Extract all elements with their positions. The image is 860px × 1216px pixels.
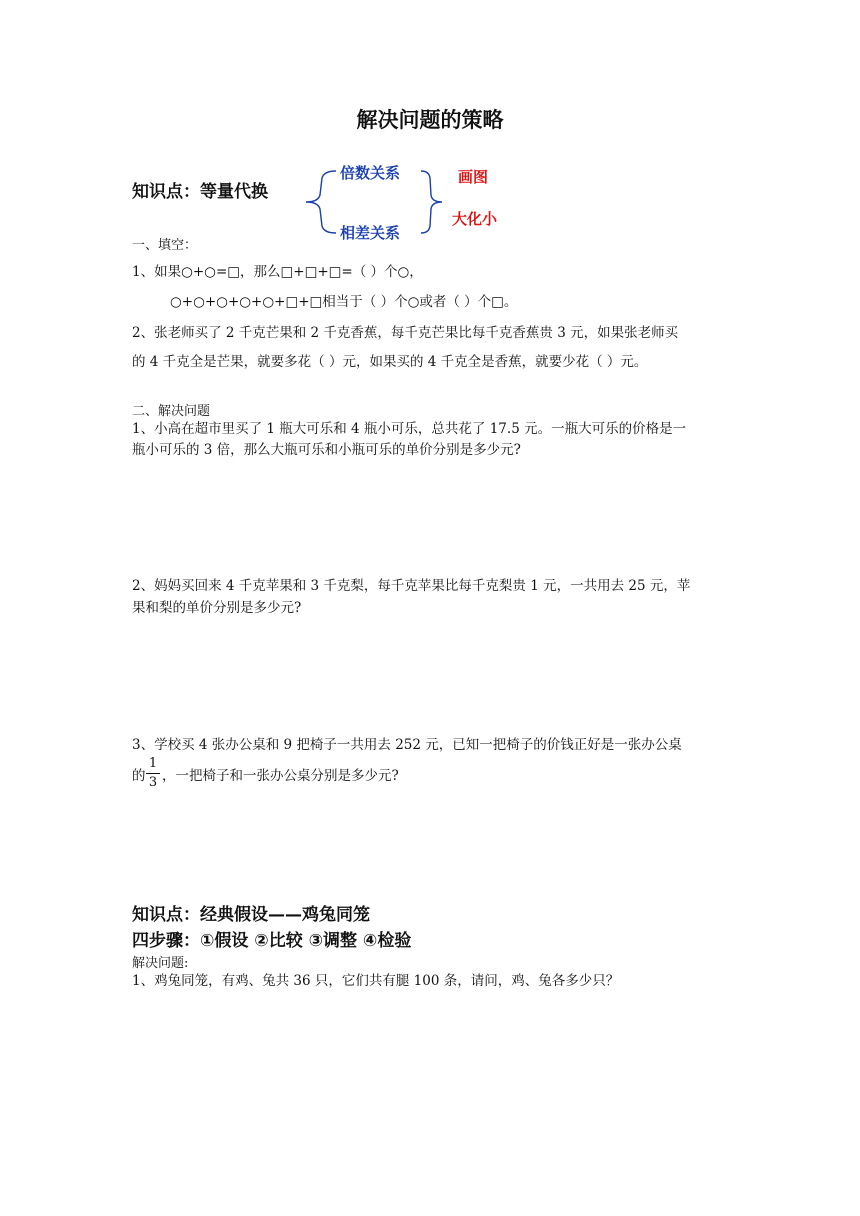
section1-heading: 一、填空： — [132, 238, 198, 253]
solve-q1-line1: 1、小高在超市里买了 1 瓶大可乐和 4 瓶小可乐，总共花了 17.5 元。一瓶大可乐的价格是一 — [132, 421, 687, 437]
fraction-one-third — [146, 756, 160, 791]
chicken-rabbit-q1: 1、鸡兔同笼，有鸡、兔共 36 只，它们共有腿 100 条，请问，鸡、兔各多少只？ — [132, 973, 620, 989]
solve-q3-suffix: ，一把椅子和一张办公桌分别是多少元? — [162, 768, 399, 784]
page-title: 解决问题的策略 — [356, 107, 504, 132]
knowledge-point-1: 知识点：等量代换 — [132, 182, 268, 202]
fill-q1-line1: 1、如果○+○=□，那么□+□+□=（ ）个○， — [132, 264, 423, 280]
solve-q3-prefix: 的 — [132, 768, 146, 784]
left-brace — [306, 171, 336, 233]
section2-heading: 二、解决问题 — [132, 404, 211, 419]
right-brace — [421, 171, 442, 233]
knowledge-point-2: 知识点：经典假设——鸡兔同笼 — [132, 905, 370, 925]
solve-q2-line2: 果和梨的单价分别是多少元? — [132, 600, 302, 616]
method-draw: 画图 — [458, 168, 489, 186]
solve-q3-line1: 3、学校买 4 张办公桌和 9 把椅子一共用去 252 元，已知一把椅子的价钱正好是一张办公桌 — [132, 737, 682, 753]
branch-multiple-relation: 倍数关系 — [340, 164, 401, 182]
solve-q1-line2: 瓶小可乐的 3 倍，那么大瓶可乐和小瓶可乐的单价分别是多少元? — [132, 442, 521, 458]
fill-q2-line1: 2、张老师买了 2 千克芒果和 2 千克香蕉，每千克芒果比每千克香蕉贵 3 元，如果张老师买 — [132, 325, 679, 341]
fill-q2-line2: 的 4 千克全是芒果，就要多花（ ）元，如果买的 4 千克全是香蕉，就要少花（ ）元。 — [132, 354, 648, 370]
solve-q2-line1: 2、妈妈买回来 4 千克苹果和 3 千克梨，每千克苹果比每千克梨贵 1 元，一共用去 25 元，苹 — [132, 578, 691, 594]
fraction-bar — [146, 773, 160, 774]
four-steps: 四步骤：①假设 ②比较 ③调整 ④检验 — [132, 931, 412, 951]
method-simplify: 大化小 — [452, 210, 498, 228]
fill-q1-line2: ○+○+○+○+○+□+□相当于（ ）个○或者（ ）个□。 — [170, 294, 518, 310]
fraction-denominator: 3 — [148, 775, 158, 790]
fraction-numerator: 1 — [148, 756, 158, 771]
section3-heading: 解决问题: — [132, 956, 189, 971]
branch-difference-relation: 相差关系 — [340, 224, 401, 242]
